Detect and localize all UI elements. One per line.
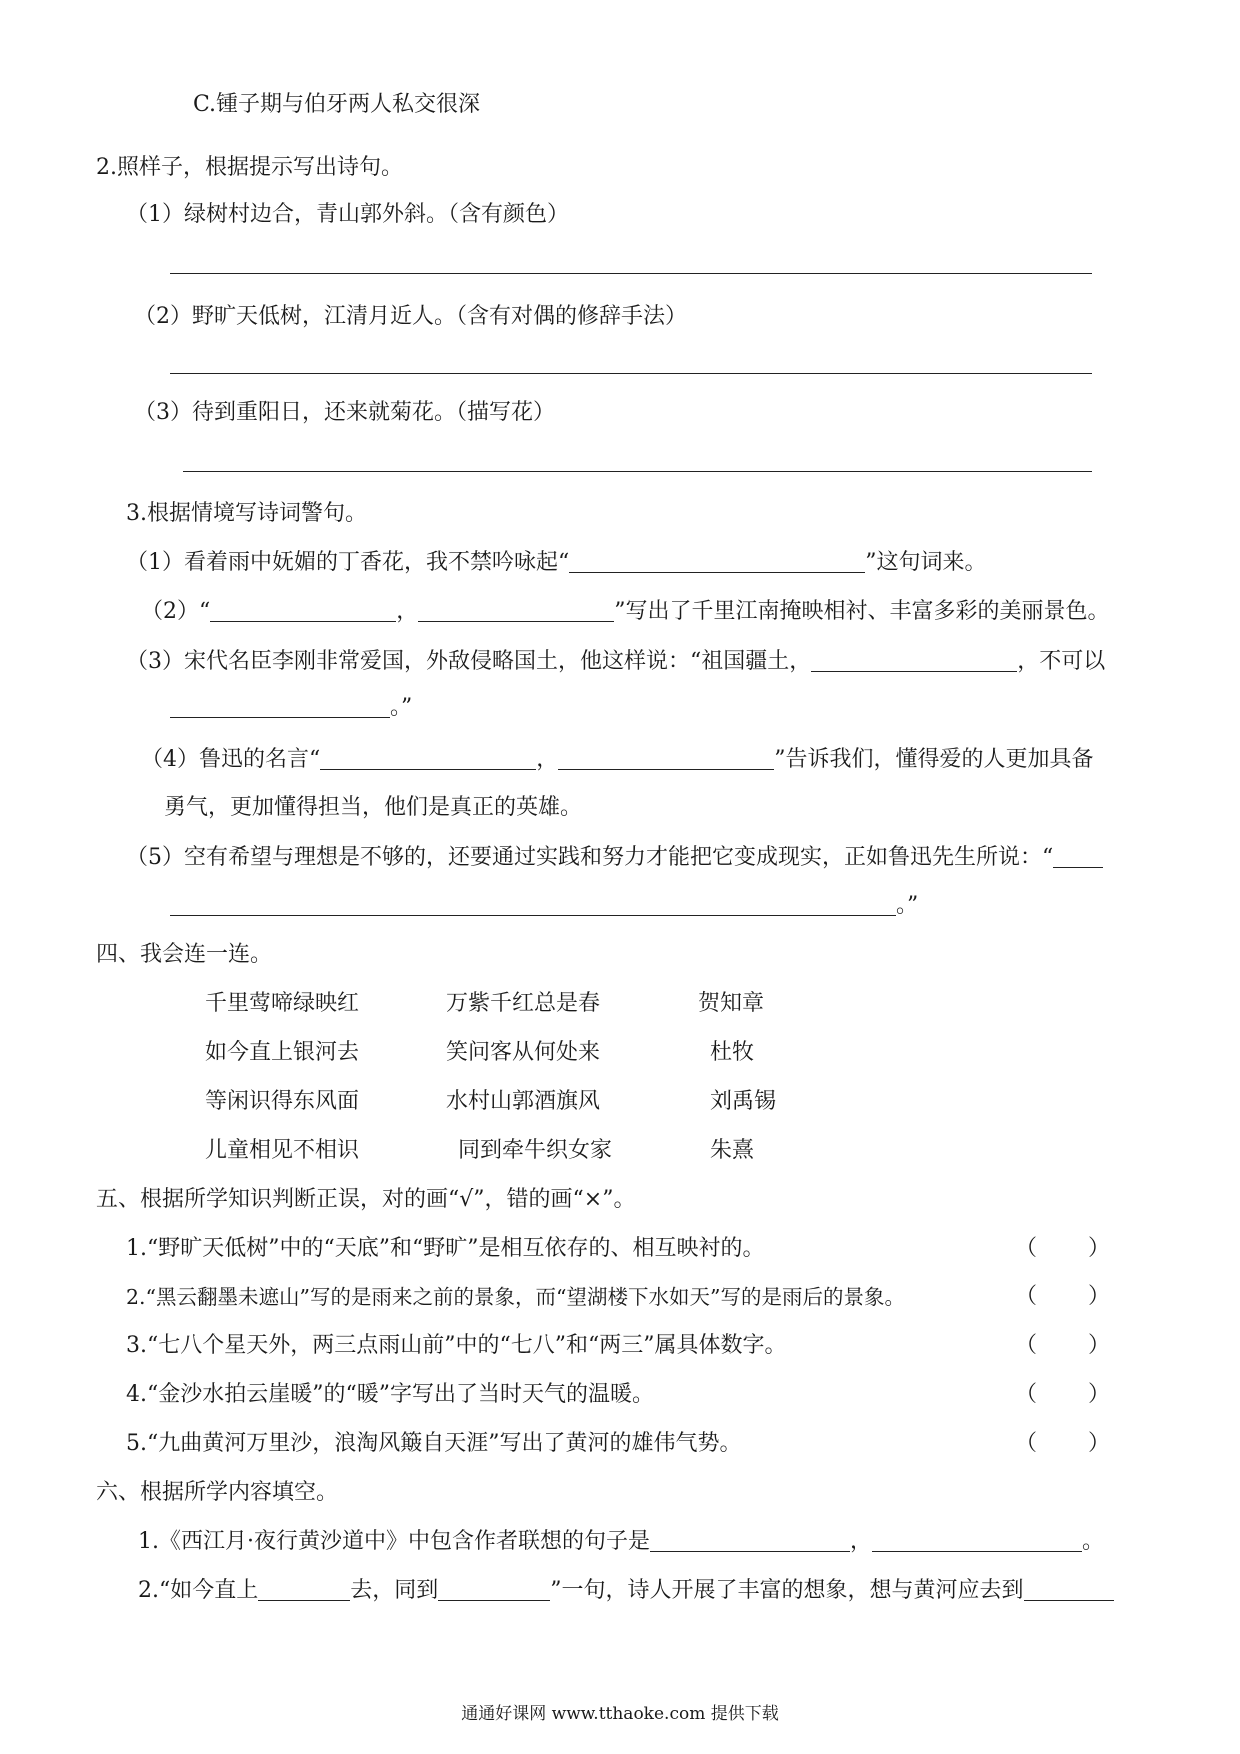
q3-item-2-text-a: （2）“ (141, 599, 211, 624)
match-col2-item[interactable]: 笑问客从何处来 (446, 1040, 601, 1065)
footer-credit: 通通好课网 www.tthaoke.com 提供下载 (461, 1704, 779, 1724)
sec4-title: 四、我会连一连。 (96, 942, 273, 967)
sec6-item-2 (138, 1576, 1114, 1606)
q3-item-5 (126, 843, 1103, 873)
tf-paren-close: ） (1088, 1431, 1111, 1456)
q2-answer-line-1[interactable] (170, 273, 1092, 274)
q3-item-5-blank-1[interactable] (1053, 845, 1103, 868)
q3-item-3 (126, 647, 1105, 677)
q3-item-1-text-b: ”这句词来。 (865, 550, 987, 575)
q3-item-2 (141, 597, 1110, 627)
q3-item-2-blank-1[interactable] (210, 599, 396, 622)
sec6-item-2-text-b: 去，同到 (350, 1578, 439, 1603)
sec5-title: 五、根据所学知识判断正误，对的画“√”，错的画“×”。 (96, 1187, 636, 1212)
q3-item-3-text-a: （3）宋代名臣李刚非常爱国，外敌侵略国土，他这样说：“祖国疆土， (126, 649, 812, 674)
q3-item-3-text-b: ，不可以 (1017, 649, 1106, 674)
q3-item-4-cont: 勇气，更加懂得担当，他们是真正的英雄。 (164, 795, 583, 820)
q2-title: 2.照样子，根据提示写出诗句。 (96, 155, 403, 180)
q3-item-3-blank-2[interactable] (170, 695, 390, 718)
tf-paren-open[interactable]: （ (1015, 1382, 1038, 1407)
tf-paren-open[interactable]: （ (1015, 1284, 1038, 1309)
match-col2-item[interactable]: 水村山郭酒旗风 (446, 1089, 601, 1114)
tf-paren-open[interactable]: （ (1015, 1333, 1038, 1358)
match-col1-item[interactable]: 儿童相见不相识 (205, 1138, 360, 1163)
sec6-item-2-blank-3[interactable] (1024, 1578, 1114, 1601)
sec6-item-1-text-c: 。 (1082, 1529, 1105, 1554)
match-col2-item[interactable]: 万紫千红总是春 (446, 991, 601, 1016)
q3-item-5-text-a: （5）空有希望与理想是不够的，还要通过实践和努力才能把它变成现实，正如鲁迅先生所说：“ (126, 845, 1054, 870)
tf-paren-close: ） (1088, 1284, 1111, 1309)
q3-item-4 (141, 745, 1094, 775)
tf-item-4: 4.“金沙水拍云崖暖”的“暖”字写出了当时天气的温暖。 (126, 1382, 654, 1407)
q3-item-5-blank-2[interactable] (170, 893, 896, 916)
q3-item-2-blank-2[interactable] (418, 599, 614, 622)
match-col3-item[interactable]: 刘禹锡 (710, 1089, 777, 1114)
q3-item-4-text-b: ， (536, 747, 559, 772)
q3-item-4-text-c: ”告诉我们，懂得爱的人更加具备 (774, 747, 1094, 772)
q3-item-4-blank-2[interactable] (558, 747, 774, 770)
tf-item-5: 5.“九曲黄河万里沙，浪淘风簸自天涯”写出了黄河的雄伟气势。 (126, 1431, 742, 1456)
match-col2-item[interactable]: 同到牵牛织女家 (458, 1138, 613, 1163)
sec6-item-1 (138, 1527, 1104, 1557)
match-col3-item[interactable]: 朱熹 (710, 1138, 755, 1163)
tf-paren-close: ） (1088, 1382, 1111, 1407)
q3-title: 3.根据情境写诗词警句。 (126, 501, 367, 526)
tf-paren-close: ） (1088, 1236, 1111, 1261)
q2-item-1: （1）绿树村边合，青山郭外斜。（含有颜色） (126, 202, 569, 227)
q2-answer-line-3[interactable] (183, 471, 1092, 472)
tf-paren-open[interactable]: （ (1015, 1236, 1038, 1261)
q3-item-5-cont (170, 891, 918, 921)
match-col1-item[interactable]: 等闲识得东风面 (205, 1089, 360, 1114)
sec6-item-2-blank-2[interactable] (438, 1578, 550, 1601)
q3-item-2-text-c: ”写出了千里江南掩映相衬、丰富多彩的美丽景色。 (614, 599, 1110, 624)
tf-item-3: 3.“七八个星天外，两三点雨山前”中的“七八”和“两三”属具体数字。 (126, 1333, 787, 1358)
q3-item-3-text-c: 。” (390, 695, 413, 720)
sec6-item-2-text-a: 2.“如今直上 (138, 1578, 259, 1603)
sec6-item-1-blank-1[interactable] (650, 1529, 850, 1552)
option-c: C.锺子期与伯牙两人私交很深 (193, 92, 481, 117)
q3-item-3-blank-1[interactable] (811, 649, 1017, 672)
sec6-title: 六、根据所学内容填空。 (96, 1480, 339, 1505)
sec6-item-1-text-b: ， (850, 1529, 873, 1554)
tf-item-1: 1.“野旷天低树”中的“天底”和“野旷”是相互依存的、相互映衬的。 (126, 1236, 765, 1261)
q3-item-1 (126, 548, 987, 578)
q3-item-5-text-b: 。” (896, 893, 919, 918)
sec6-item-2-blank-1[interactable] (258, 1578, 350, 1601)
tf-paren-open[interactable]: （ (1015, 1431, 1038, 1456)
q3-item-4-blank-1[interactable] (320, 747, 536, 770)
tf-paren-close: ） (1088, 1333, 1111, 1358)
q3-item-4-text-a: （4）鲁迅的名言“ (141, 747, 321, 772)
match-col1-item[interactable]: 如今直上银河去 (205, 1040, 360, 1065)
q3-item-2-text-b: ， (396, 599, 419, 624)
sec6-item-1-text-a: 1.《西江月·夜行黄沙道中》中包含作者联想的句子是 (138, 1529, 650, 1554)
sec6-item-2-text-c: ”一句，诗人开展了丰富的想象，想与黄河应去到 (550, 1578, 1024, 1603)
match-col1-item[interactable]: 千里莺啼绿映红 (205, 991, 360, 1016)
q2-item-2: （2）野旷天低树，江清月近人。（含有对偶的修辞手法） (134, 304, 687, 329)
q3-item-1-text-a: （1）看着雨中妩媚的丁香花，我不禁吟咏起“ (126, 550, 570, 575)
q3-item-3-cont (170, 693, 412, 723)
match-col3-item[interactable]: 贺知章 (698, 991, 765, 1016)
q3-item-1-blank[interactable] (569, 550, 865, 573)
match-col3-item[interactable]: 杜牧 (710, 1040, 755, 1065)
q2-item-3: （3）待到重阳日，还来就菊花。（描写花） (134, 400, 555, 425)
sec6-item-1-blank-2[interactable] (872, 1529, 1082, 1552)
tf-item-2: 2.“黑云翻墨未遮山”写的是雨来之前的景象，而“望湖楼下水如天”写的是雨后的景象。 (126, 1285, 905, 1309)
q2-answer-line-2[interactable] (170, 373, 1092, 374)
